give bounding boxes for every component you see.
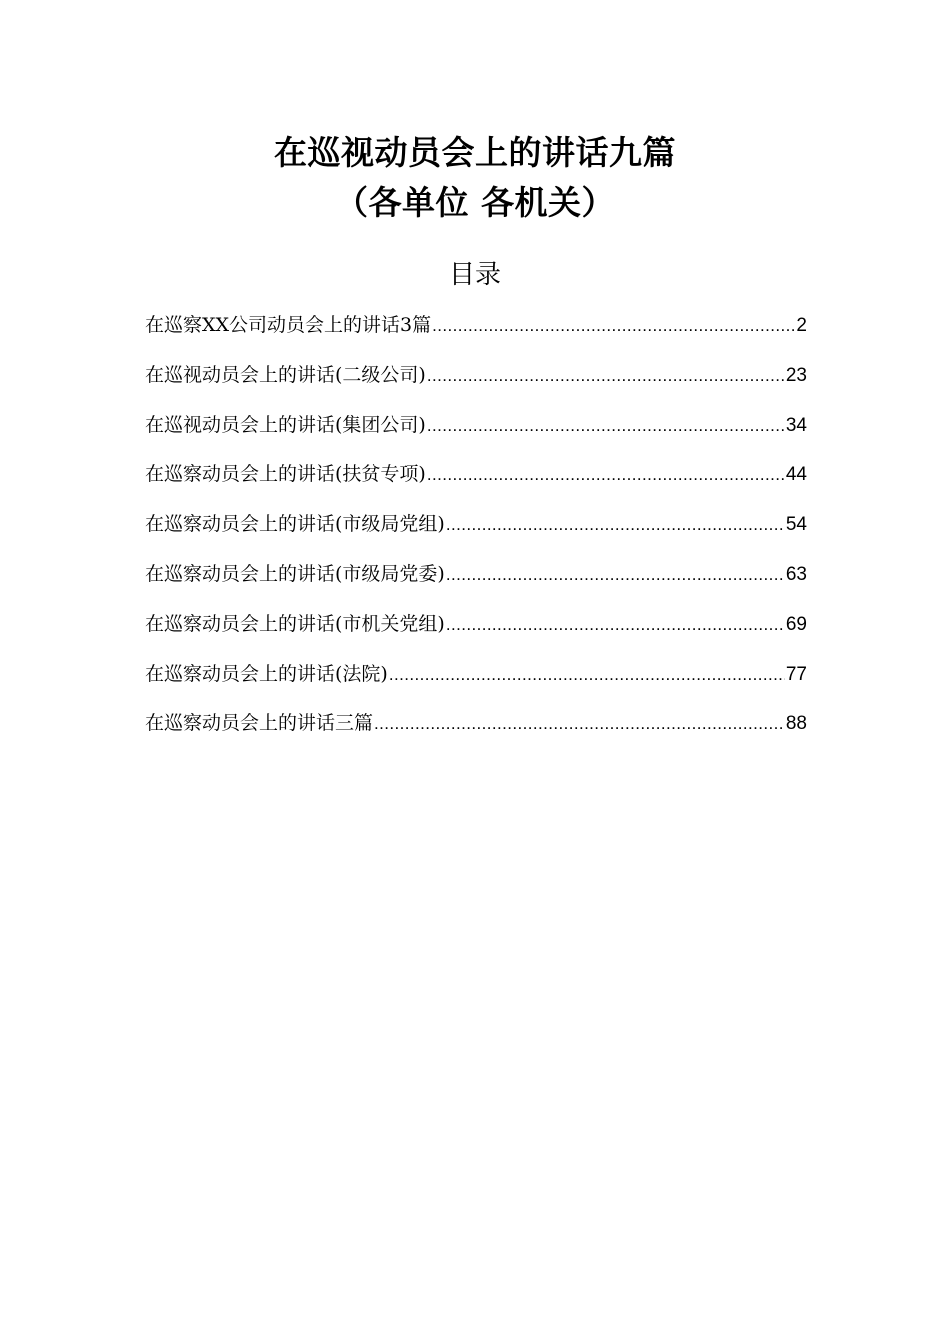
toc-entry-page-number: 34 xyxy=(785,414,807,436)
toc-dot-leader xyxy=(446,610,785,640)
toc-entry-page-number: 63 xyxy=(785,563,807,585)
toc-dot-leader xyxy=(389,660,785,690)
toc-entry-page-number: 2 xyxy=(796,315,807,336)
document-subtitle: （各单位 各机关） xyxy=(335,183,615,222)
toc-entry[interactable] xyxy=(145,659,807,709)
toc-dot-leader xyxy=(427,361,785,391)
toc-heading: 目录 xyxy=(448,260,501,290)
toc-entry[interactable] xyxy=(145,360,807,410)
toc-entry[interactable] xyxy=(145,410,807,460)
toc-entry-page-number: 23 xyxy=(785,364,807,386)
document-title: 在巡视动员会上的讲话九篇 xyxy=(274,133,676,172)
table-of-contents xyxy=(145,310,807,758)
toc-entry-title: 在巡察动员会上的讲话(市级局党组) xyxy=(145,513,445,536)
toc-entry-title: 在巡察XX公司动员会上的讲话3篇 xyxy=(145,314,432,336)
toc-dot-leader xyxy=(432,311,795,341)
toc-entry[interactable] xyxy=(145,559,807,609)
toc-dot-leader xyxy=(427,460,785,490)
toc-dot-leader xyxy=(446,560,785,590)
toc-entry[interactable] xyxy=(145,609,807,659)
toc-entry-title: 在巡视动员会上的讲话(二级公司) xyxy=(145,363,426,386)
toc-entry-title: 在巡察动员会上的讲话(法院) xyxy=(145,662,388,685)
toc-entry-title: 在巡察动员会上的讲话(市级局党委) xyxy=(145,562,445,585)
toc-entry-title: 在巡察动员会上的讲话(市机关党组) xyxy=(145,612,445,635)
toc-entry[interactable] xyxy=(145,459,807,509)
toc-entry[interactable] xyxy=(145,310,807,360)
toc-dot-leader xyxy=(374,709,785,739)
toc-dot-leader xyxy=(427,411,785,441)
toc-dot-leader xyxy=(446,510,785,540)
toc-entry-title: 在巡察动员会上的讲话(扶贫专项) xyxy=(145,463,426,486)
toc-entry-title: 在巡视动员会上的讲话(集团公司) xyxy=(145,413,426,436)
toc-entry-page-number: 54 xyxy=(785,514,807,536)
toc-entry-title: 在巡察动员会上的讲话三篇 xyxy=(145,712,374,735)
toc-entry-page-number: 44 xyxy=(785,464,807,486)
toc-entry[interactable] xyxy=(145,708,807,758)
toc-entry-page-number: 77 xyxy=(785,663,807,685)
toc-entry-page-number: 88 xyxy=(785,713,807,735)
toc-entry[interactable] xyxy=(145,509,807,559)
toc-entry-page-number: 69 xyxy=(785,613,807,635)
